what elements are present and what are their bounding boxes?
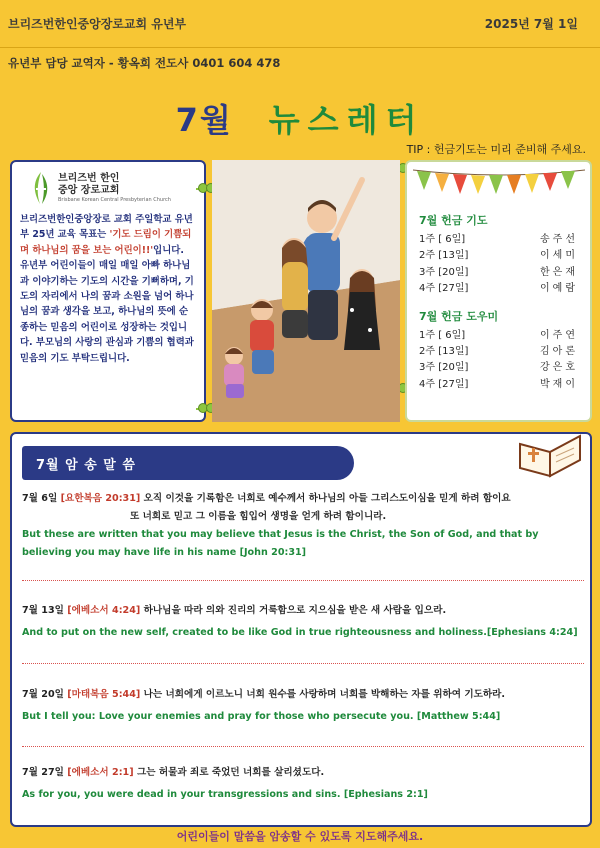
- dotted-divider: [22, 580, 584, 581]
- dotted-divider: [22, 746, 584, 747]
- offering-prayer-row: [419, 281, 578, 297]
- intro-box: [10, 160, 206, 422]
- logo-subtitle: Brisbane Korean Central Presbyterian Church: [58, 196, 171, 203]
- verse-english-line1: And to put on the new self, created to be like God in true righteousness and holiness.[Ephesians 4:24]: [22, 627, 578, 638]
- top-divider: [0, 47, 600, 48]
- memory-verse-box: [10, 432, 592, 827]
- offering-prayer-row: [419, 248, 578, 264]
- verse-reference: [에베소서 2:1]: [67, 767, 134, 778]
- verse-item: [22, 764, 582, 804]
- offering-helper-heading: 7월 헌금 도우미: [419, 309, 499, 323]
- offering-box: [405, 160, 592, 422]
- logo-name-line2: 중앙 장로교회: [58, 184, 120, 196]
- verse-korean-line1: 오직 이것을 기록함은 너희로 예수께서 하나님의 아들 그리스도이심을 믿게 하려 함이요: [140, 493, 511, 504]
- title-month: 7월: [175, 101, 233, 139]
- person-name: 박재이: [540, 378, 578, 390]
- verse-english-line2: believing you may have life in his name [John 20:31]: [22, 547, 307, 558]
- verse-reference: [마태복음 5:44]: [67, 689, 141, 700]
- person-name: 송주선: [540, 234, 578, 245]
- verse-korean: [22, 764, 582, 782]
- open-bible-icon: [516, 426, 584, 480]
- title-newsletter: 뉴스레터: [268, 101, 425, 139]
- intro-part1: 브리즈번한인중앙장로 교회 주일학교 유년부 25년 교육 목표는: [20, 214, 193, 241]
- newsletter-date: 2025년 7월 1일: [484, 16, 578, 31]
- offering-prayer-heading: 7월 헌금 기도: [419, 214, 488, 227]
- verse-item: [22, 602, 582, 642]
- praying-family-illustration: [212, 160, 400, 422]
- church-department: 브리즈번한인중앙장로교회 유년부: [8, 16, 187, 31]
- person-name: 이세미: [540, 250, 578, 262]
- verse-korean-line1: 그는 허물과 죄로 죽었던 너희를 살리셨도다.: [133, 767, 325, 778]
- verse-date: 7월 13일: [22, 605, 68, 616]
- verse-english-line1: But I tell you: Love your enemies and pray for those who persecute you. [Matthew 5:44]: [22, 711, 501, 722]
- offering-helper-row: [419, 377, 578, 393]
- verse-english-line1: As for you, you were dead in your transgressions and sins. [Ephesians 2:1]: [22, 789, 428, 800]
- verse-reference: [에베소서 4:24]: [67, 605, 141, 616]
- verse-item: [22, 686, 582, 726]
- intro-goal-highlight: '기도 드림이 기쁨되며 하나님의 꿈을 보는 어린이!!': [20, 229, 192, 256]
- dotted-divider: [22, 663, 584, 664]
- logo-name-line1: 브리즈번 한인: [58, 172, 120, 184]
- verse-korean-line1: 하나님을 따라 의와 진리의 거룩함으로 지으심을 받은 새 사람을 입으라.: [140, 605, 447, 616]
- verse-korean: [22, 490, 582, 508]
- verse-korean-line2: 또 너희로 믿고 그 이름을 힘입어 생명을 얻게 하려 함이니라.: [130, 511, 387, 522]
- offering-prayer-row: [419, 265, 578, 281]
- verse-reference: [요한복음 20:31]: [60, 493, 141, 504]
- top-bar: [0, 0, 600, 46]
- verse-date: 7월 27일: [22, 767, 68, 778]
- person-name: 김아론: [540, 346, 578, 358]
- offering-helper-row: [419, 360, 578, 376]
- week-label: 4주 [27일]: [419, 283, 469, 295]
- week-label: 3주 [20일]: [419, 362, 469, 374]
- week-label: 2주 [13일]: [419, 250, 469, 262]
- tip-text: TIP : 헌금기도는 미리 준비해 주세요.: [406, 143, 586, 156]
- intro-paragraph: [20, 212, 196, 366]
- verse-date: 7월 20일: [22, 689, 68, 700]
- intro-part2: 입니다. 유년부 어린이들이 매일 매일 아빠 하나님과 이야기하는 기도의 시간을 기뻐하며, 기도의 자리에서 나의 꿈과 소원을 넘어 하나님의 꿈과 생각을 보고, 하나님의 뜻에 순종하는 믿음의 어린이로 성장하는 것입니다. 부모님의 사랑의 관심과 기쁨의 협력과 믿음의 기도 부탁드립니다.: [20, 244, 194, 364]
- verse-english-line1: But these are written that you may believe that Jesus is the Christ, the Son of God, and that by: [22, 529, 539, 540]
- week-label: 4주 [27일]: [419, 378, 469, 390]
- person-name: 한은재: [540, 266, 578, 278]
- offering-helper-row: [419, 328, 578, 344]
- verse-korean: [22, 602, 582, 620]
- offering-helper-row: [419, 344, 578, 360]
- page-title: [0, 95, 600, 141]
- person-name: 강은호: [540, 362, 578, 374]
- week-label: 3주 [20일]: [419, 266, 469, 278]
- church-logo: [30, 170, 196, 206]
- footer-note: 어린이들이 말씀을 암송할 수 있도록 지도해주세요.: [176, 830, 424, 843]
- verse-korean: [22, 686, 582, 704]
- contact-info: 유년부 담당 교역자 - 황옥희 전도사 0401 604 478: [8, 56, 281, 70]
- person-name: 이예람: [540, 283, 578, 295]
- offering-prayer-row: [419, 232, 578, 248]
- week-label: 2주 [13일]: [419, 346, 469, 358]
- verse-item: [22, 490, 582, 562]
- memory-verse-heading: 7월 암 송 말 씀: [22, 446, 354, 480]
- bunting-decoration: [413, 166, 585, 200]
- week-label: 1주 [ 6일]: [419, 329, 466, 341]
- church-logo-icon: [30, 170, 52, 206]
- verse-date: 7월 6일: [22, 493, 61, 504]
- verse-korean-line1: 나는 너희에게 이르노니 너희 원수를 사랑하며 너희를 박해하는 자를 위하여 기도하라.: [140, 689, 506, 700]
- week-label: 1주 [ 6일]: [419, 234, 466, 245]
- person-name: 이주연: [540, 329, 578, 341]
